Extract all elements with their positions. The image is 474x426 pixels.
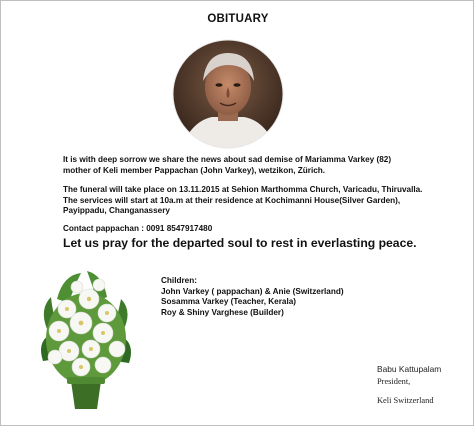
obituary-title: OBITUARY [207,13,269,25]
announcement-line-1: It is with deep sorrow we share the news about sad demise of Mariamma Varkey (82) [63,155,392,164]
children-list [161,276,344,318]
funeral-line-1: The funeral will take place on 13.11.2015 at Sehion Marthomma Church, Varicadu, Thiruvalla. [63,185,423,194]
signature-organization: Keli Switzerland [377,396,434,405]
funeral-line-3: Payippadu, Changanassery [63,206,170,216]
prayer-line: Let us pray for the departed soul to rest in everlasting peace. [63,236,417,250]
children-heading: Children: [161,276,197,285]
signature-name: Babu Kattupalam [377,364,442,374]
contact-info: Contact pappachan : 0091 8547917480 [63,224,213,233]
child-item: Sosamma Varkey (Teacher, Kerala) [161,297,297,307]
signature-role: President, [377,377,411,386]
funeral-line-2: The services will start at 10a.m at their residence at Kochimanni House(Silver Garden), [63,195,401,205]
announcement-line-2: mother of Keli member Pappachan (John Varkey), wetzikon, Zürich. [63,165,326,175]
funeral-details [63,185,422,217]
announcement-text [63,155,391,176]
child-item: Roy & Shiny Varghese (Builder) [161,307,284,317]
portrait-photo [172,39,284,149]
flower-bouquet-image [37,269,135,415]
child-item: John Varkey ( pappachan) & Anie (Switzerland) [161,286,344,296]
